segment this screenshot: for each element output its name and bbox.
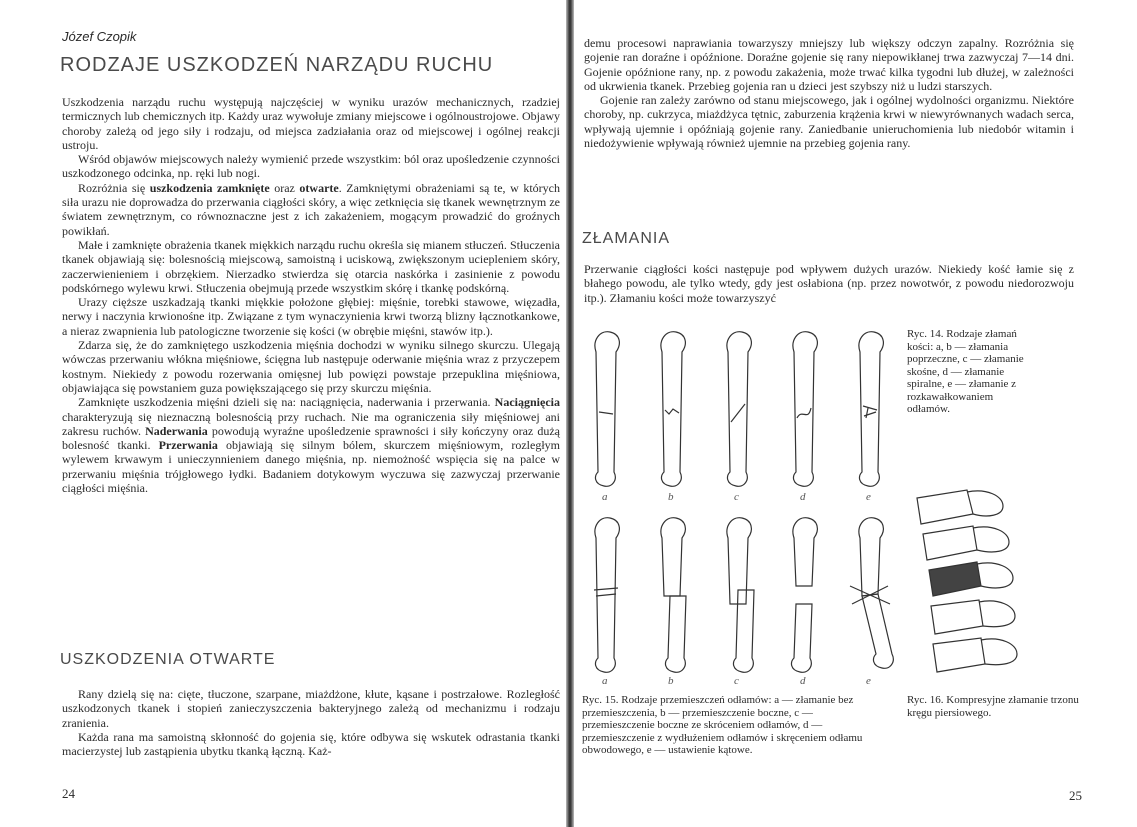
page-number-left: 24: [62, 786, 75, 801]
bold-term: Naciągnięcia: [494, 395, 560, 410]
paragraph: Gojenie ran zależy zarówno od stanu miejscowego, jak i ogólnej wydolności organizmu. Niektóre choroby, np. cukrzyca, miażdżyca tętnic, zaburzenia krążenia krwi w niewyrównanych wadach serca, wpływają ujemnie i opóźniają gojenie rany. Zaniedbanie unieruchomienia lub niedobór witamin i niedożywienie wpływają również ujemnie na przebieg gojenia rany.: [584, 93, 1074, 151]
fig14-label-a: a: [602, 491, 608, 503]
figure-16-vertebra-compression: [907, 478, 1037, 693]
bone-b-drawing: [661, 332, 685, 487]
fractures-text: [584, 262, 1074, 305]
text-span: powodują wyraźne upośledzenie sprawności i siły kończyny oraz dużą bolesność tkanki.: [62, 423, 560, 453]
right-body-text: [584, 36, 1074, 150]
displaced-bone-d: [792, 518, 818, 673]
paragraph: demu procesowi naprawiania towarzyszy mniejszy lub większy odczyn zapalny. Rozróżnia się gojenie ran doraźne i opóźnione. Doraźne gojenie się rany niepowikłanej trwa zazwyczaj 7—14 dni. Gojenie opóźnione rany, np. z powodu zakażenia, może trwać kilka tygodni lub dłużej, w zależności od ukrwienia tkanek. Przebieg gojenia ran u dzieci jest szybszy niż u ludzi starszych.: [584, 36, 1074, 93]
displaced-bone-drawings: [594, 518, 893, 673]
bone-e-drawing: [859, 332, 883, 487]
bold-term: Naderwania: [145, 423, 208, 438]
paragraph: Urazy cięższe uszkadzają tkanki miękkie położone głębiej: mięśnie, torebki stawowe, więzadła, nerwy i naczynia krwionośne itp. Związane z tym wynaczynienia krwi tworzą blizny łącznotkankowe, a nieraz zwapnienia lub patologiczne tworzenie się kości (w obrębie mięśni, stawów itp.).: [62, 295, 560, 338]
author-name: Józef Czopik: [62, 29, 137, 44]
text-span: . Zamkniętymi obrażeniami są te, w których siła urazu nie doprowadza do przerwania ciągłości skóry, a więc zetknięcia się tkanek wewnętrznym ze światem zewnętrznym, co równoznaczne jest z ich zakażeniem, mogącym prowadzić do groźnych powikłań.: [62, 180, 560, 238]
fig14-label-e: e: [866, 491, 871, 503]
paragraph: Wśród objawów miejscowych należy wymienić przede wszystkim: ból oraz upośledzenie czynności uszkodzonego odcinka, np. ręki lub nogi.: [62, 152, 560, 181]
spine-drawing: [917, 490, 1017, 672]
paragraph: Przerwanie ciągłości kości następuje pod wpływem dużych urazów. Niekiedy kość łamie się z błahego powodu, ale tylko wtedy, gdy jest osłabiona (np. przez nowotwór, z powodu niedorozwoju itp.). Złamaniu kości może towarzyszyć: [584, 262, 1074, 305]
fig15-label-d: d: [800, 675, 806, 687]
bold-term: otwarte: [299, 180, 339, 195]
text-span: charakteryzują się nieznaczną bolesnością przy ruchach. Nie ma ograniczenia siły mięśniowej ani zakresu ruchów.: [62, 409, 560, 438]
chapter-title: RODZAJE USZKODZEŃ NARZĄDU RUCHU: [60, 54, 494, 76]
fig14-label-b: b: [668, 491, 674, 503]
caption-figure-16: Ryc. 16. Kompresyjne złamanie trzonu kręgu piersiowego.: [907, 694, 1079, 719]
right-page: [574, 0, 1137, 827]
figure-14-fracture-types: [582, 322, 902, 507]
text-span: Zamknięte uszkodzenia mięśni dzieli się na: naciągnięcia, naderwania i przerwania.: [78, 395, 495, 410]
left-page: [0, 0, 568, 827]
text-span: Rozróżnia się: [78, 180, 150, 195]
paragraph: Rany dzielą się na: cięte, tłuczone, szarpane, miażdżone, kłute, kąsane i postrzałowe. Rozległość uszkodzonych tkanek i stopień zanieczyszczenia bakteryjnego zależą od mechanizmu i rodzaju zranienia.: [62, 687, 560, 730]
figure-15-displacement-types: [582, 508, 902, 690]
text-span: objawiają się silnym bólem, skurczem mięśniowym, rozległym wylewem krwawym i unieczynnieniem danego mięśnia, np. niemożność wspięcia się na palce w przerwaniu mięśnia trójgłowego łydki. Badaniem dotykowym wyczuwa się zazwyczaj przerwanie ciągłości mięśnia.: [62, 438, 560, 496]
bone-d-drawing: [793, 332, 817, 487]
displaced-bone-c: [727, 518, 754, 673]
displaced-bone-e: [850, 518, 893, 669]
bone-a-drawing: [595, 332, 619, 487]
bold-term: Przerwania: [158, 438, 218, 453]
fig14-label-d: d: [800, 491, 806, 503]
paragraph: Uszkodzenia narządu ruchu występują najczęściej w wyniku urazów mechanicznych, rzadziej termicznych lub chemicznych itp. Każdy uraz wywołuje zmiany miejscowe i ogólnoustrojowe. Objawy choroby zależą od jego siły i rodzaju, od miejsca zadziałania oraz od miejscowej i ogólnej reakcji ustroju.: [62, 95, 560, 152]
open-injuries-text: [62, 687, 560, 758]
section-title-fractures: ZŁAMANIA: [582, 230, 671, 247]
fig14-label-c: c: [734, 491, 739, 503]
bone-c-drawing: [727, 332, 751, 487]
bold-term: uszkodzenia zamknięte: [149, 180, 270, 195]
fig15-label-a: a: [602, 675, 608, 687]
caption-figure-15: Ryc. 15. Rodzaje przemieszczeń odłamów: a — złamanie bez przemieszczenia, b — przemieszczenie boczne, c — przemieszczenie boczne ze skróceniem odłamów, d — przemieszczenie z wydłużeniem odłamów i skręceniem odłamu obwodowego, e — ustawienie kątowe.: [582, 694, 863, 756]
displaced-bone-b: [661, 518, 686, 673]
paragraph: Zdarza się, że do zamkniętego uszkodzenia mięśnia dochodzi w wyniku silnego skurczu. Ulegają wówczas przerwaniu włókna mięśniowe, ścięgna lub następuje oderwanie mięśnia wraz z przyczepem kostnym. Niekiedy z powodu rozerwania omięsnej lub powięzi powstaje przepuklina mięśniowa, objawiająca się powstaniem guza powiększającego się przy skurczu mięśnia.: [62, 338, 560, 395]
paragraph: [62, 181, 560, 238]
paragraph: Małe i zamknięte obrażenia tkanek miękkich narządu ruchu określa się mianem stłuczeń. Stłuczenia tkanek objawiają się: bolesnością miejscową, samoistną i uciskową, zwiększonym uciepleniem skóry, zaczerwienieniem i obrzękiem. Nierzadko stwierdza się otarcia naskórka i zasinienie z powodu podskórnego wylewu krwi. Stłuczenia obejmują przede wszystkim skórę i tkankę podskórną.: [62, 237, 560, 295]
caption-figure-14: Ryc. 14. Rodzaje złamań kości: a, b — złamania poprzeczne, c — złamanie skośne, d — złamanie spiralne, e — złamanie z rozkawałkowaniem odłamów.: [907, 328, 1024, 415]
paragraph: [62, 395, 560, 495]
fig15-label-e: e: [866, 675, 871, 687]
page-number-right: 25: [1069, 788, 1082, 803]
fig15-label-c: c: [734, 675, 739, 687]
displaced-bone-a: [594, 518, 619, 673]
left-body-text: [62, 95, 560, 495]
text-span: oraz: [269, 180, 300, 195]
fig15-label-b: b: [668, 675, 674, 687]
bone-drawings: [595, 332, 883, 487]
section-title-open-injuries: USZKODZENIA OTWARTE: [60, 651, 276, 668]
paragraph: Każda rana ma samoistną skłonność do gojenia się, które odbywa się wskutek odrastania tkanki macierzystej lub zastąpienia ubytku tkanką łączną. Każ-: [62, 729, 560, 759]
